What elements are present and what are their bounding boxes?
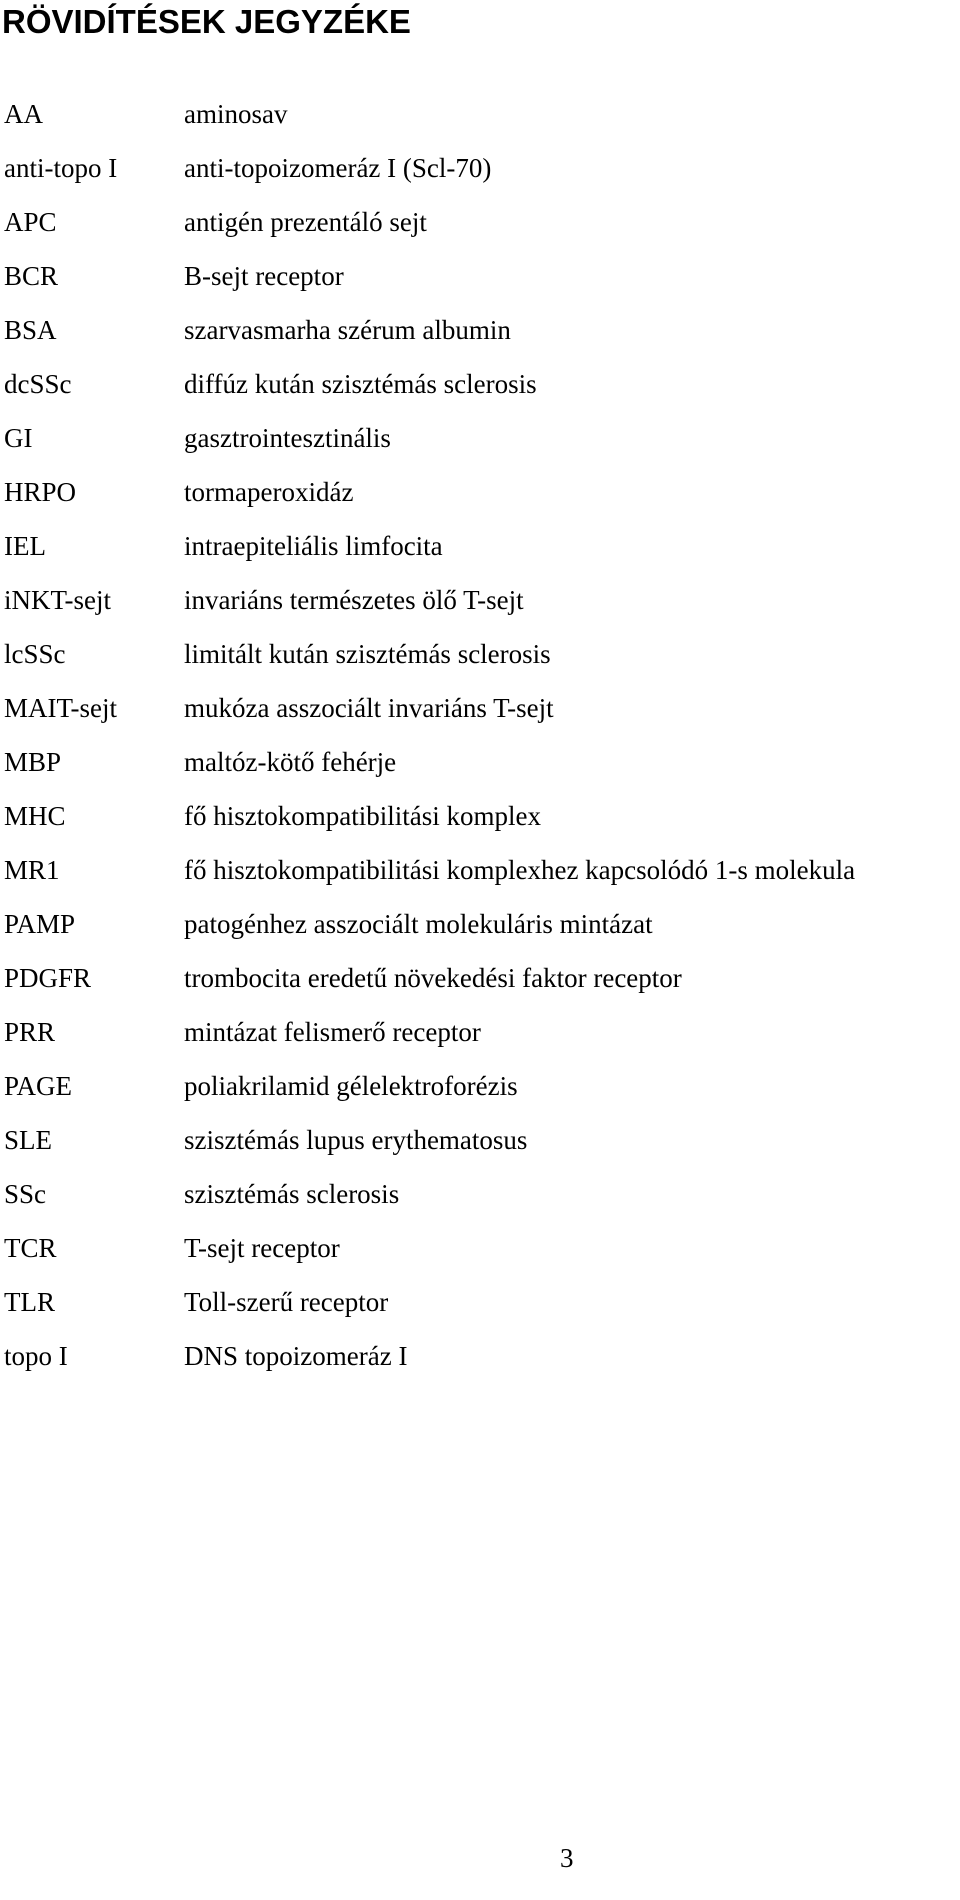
- abbreviation-term: MHC: [4, 801, 66, 831]
- abbreviation-term: SSc: [4, 1179, 47, 1209]
- abbreviation-row: [0, 1228, 960, 1282]
- abbreviation-term: HRPO: [4, 477, 77, 507]
- abbreviation-row: [0, 310, 960, 364]
- abbreviation-row: [0, 94, 960, 148]
- abbreviation-row: [0, 472, 960, 526]
- abbreviation-list: [0, 94, 960, 1390]
- abbreviation-term: PDGFR: [4, 963, 92, 993]
- abbreviation-term: MR1: [4, 855, 60, 885]
- abbreviation-definition: T-sejt receptor: [184, 1233, 340, 1263]
- abbreviation-row: [0, 742, 960, 796]
- abbreviation-term: GI: [4, 423, 33, 453]
- abbreviation-row: [0, 958, 960, 1012]
- abbreviation-row: [0, 148, 960, 202]
- abbreviation-definition: intraepiteliális limfocita: [184, 531, 443, 561]
- abbreviation-row: [0, 580, 960, 634]
- abbreviation-row: [0, 796, 960, 850]
- abbreviation-term: PAGE: [4, 1071, 73, 1101]
- abbreviation-row: [0, 850, 960, 904]
- abbreviation-term: MAIT-sejt: [4, 693, 117, 723]
- abbreviation-definition: limitált kután szisztémás sclerosis: [184, 639, 551, 669]
- abbreviation-definition: gasztrointesztinális: [184, 423, 391, 453]
- abbreviation-row: [0, 202, 960, 256]
- abbreviation-term: TLR: [4, 1287, 55, 1317]
- abbreviation-term: BSA: [4, 315, 57, 345]
- abbreviation-term: MBP: [4, 747, 62, 777]
- abbreviation-row: [0, 634, 960, 688]
- abbreviation-row: [0, 688, 960, 742]
- abbreviation-definition: invariáns természetes ölő T-sejt: [184, 585, 524, 615]
- abbreviation-definition: maltóz-kötő fehérje: [184, 747, 397, 777]
- abbreviation-row: [0, 1012, 960, 1066]
- abbreviation-term: AA: [4, 99, 43, 129]
- page-number: 3: [560, 1843, 574, 1873]
- abbreviation-row: [0, 1174, 960, 1228]
- abbreviation-definition: anti-topoizomeráz I (Scl-70): [184, 153, 492, 183]
- abbreviation-definition: Toll-szerű receptor: [184, 1287, 389, 1317]
- abbreviation-row: [0, 1120, 960, 1174]
- abbreviation-definition: tormaperoxidáz: [184, 477, 354, 507]
- abbreviation-row: [0, 418, 960, 472]
- abbreviation-term: IEL: [4, 531, 46, 561]
- abbreviation-term: lcSSc: [4, 639, 66, 669]
- abbreviation-row: [0, 256, 960, 310]
- abbreviation-term: BCR: [4, 261, 59, 291]
- abbreviation-definition: antigén prezentáló sejt: [184, 207, 427, 237]
- abbreviation-row: [0, 904, 960, 958]
- abbreviation-row: [0, 1066, 960, 1120]
- abbreviation-definition: szisztémás lupus erythematosus: [184, 1125, 528, 1155]
- abbreviation-definition: szarvasmarha szérum albumin: [184, 315, 511, 345]
- abbreviation-term: topo I: [4, 1341, 68, 1371]
- abbreviation-definition: mukóza asszociált invariáns T-sejt: [184, 693, 554, 723]
- abbreviation-term: anti-topo I: [4, 153, 118, 183]
- abbreviation-row: [0, 526, 960, 580]
- abbreviation-term: SLE: [4, 1125, 53, 1155]
- abbreviation-definition: fő hisztokompatibilitási komplex: [184, 801, 541, 831]
- abbreviation-term: PRR: [4, 1017, 56, 1047]
- abbreviation-term: iNKT-sejt: [4, 585, 111, 615]
- abbreviation-definition: B-sejt receptor: [184, 261, 344, 291]
- abbreviation-definition: szisztémás sclerosis: [184, 1179, 400, 1209]
- abbreviation-row: [0, 1282, 960, 1336]
- page-title: RÖVIDÍTÉSEK JEGYZÉKE: [2, 3, 411, 40]
- abbreviation-term: PAMP: [4, 909, 76, 939]
- abbreviation-definition: aminosav: [184, 99, 288, 129]
- abbreviation-definition: DNS topoizomeráz I: [184, 1341, 408, 1371]
- abbreviation-definition: poliakrilamid gélelektroforézis: [184, 1071, 518, 1101]
- abbreviation-definition: fő hisztokompatibilitási komplexhez kapcsolódó 1-s molekula: [184, 855, 856, 885]
- abbreviation-definition: trombocita eredetű növekedési faktor receptor: [184, 963, 682, 993]
- abbreviation-term: dcSSc: [4, 369, 72, 399]
- abbreviation-definition: patogénhez asszociált molekuláris mintázat: [184, 909, 653, 939]
- abbreviation-term: TCR: [4, 1233, 57, 1263]
- abbreviation-row: [0, 364, 960, 418]
- abbreviation-row: [0, 1336, 960, 1390]
- abbreviation-definition: diffúz kután szisztémás sclerosis: [184, 369, 537, 399]
- abbreviation-term: APC: [4, 207, 57, 237]
- abbreviation-definition: mintázat felismerő receptor: [184, 1017, 481, 1047]
